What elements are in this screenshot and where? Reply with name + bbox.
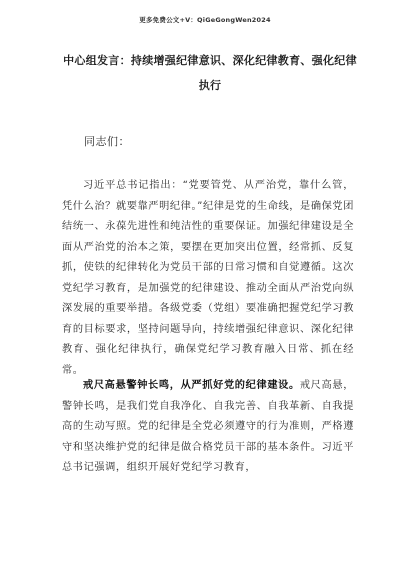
paragraph-1: 习近平总书记指出：“党要管党、从严治党，靠什么管，凭什么治？就要靠严明纪律。”纪律是党的生命线，是确保党团结统一、永葆先进性和纯洁性的重要保证。加强纪律建设是全面从严治党的治本之策，要摆在更加突出位置，经常抓、反复抓，使铁的纪律转化为党员干部的日常习惯和自觉遵循。这次党纪学习教育，是加强党的纪律建设、推动全面从严治党向纵深发展的重要举措。各级党委（党组）要准确把握党纪学习教育的目标要求，坚持问题导向，持续增强纪律意识、深化纪律教育、强化纪律执行，确保党纪学习教育融入日常、抓在经常。 xyxy=(62,180,354,376)
paragraph-2 xyxy=(62,375,354,479)
header-note: 更多免费公文+V：QiGeGongWen2024 xyxy=(139,16,271,24)
greeting: 同志们： xyxy=(84,135,130,148)
paragraph-2-lead: 戒尺高悬警钟长鸣，从严抓好党的纪律建设。 xyxy=(83,379,300,391)
document-title: 中心组发言：持续增强纪律意识、深化纪律教育、强化纪律执行 xyxy=(63,54,357,92)
paragraph-2-body: 戒尺高悬，警钟长鸣，是我们党自我净化、自我完善、自我革新、自我提高的生动写照。党的纪律是全党必须遵守的行为准则，严格遵守和坚决维护党的纪律是做合格党员干部的基本条件。习近平总书记强调，组织开展好党纪学习教育， xyxy=(62,380,354,473)
